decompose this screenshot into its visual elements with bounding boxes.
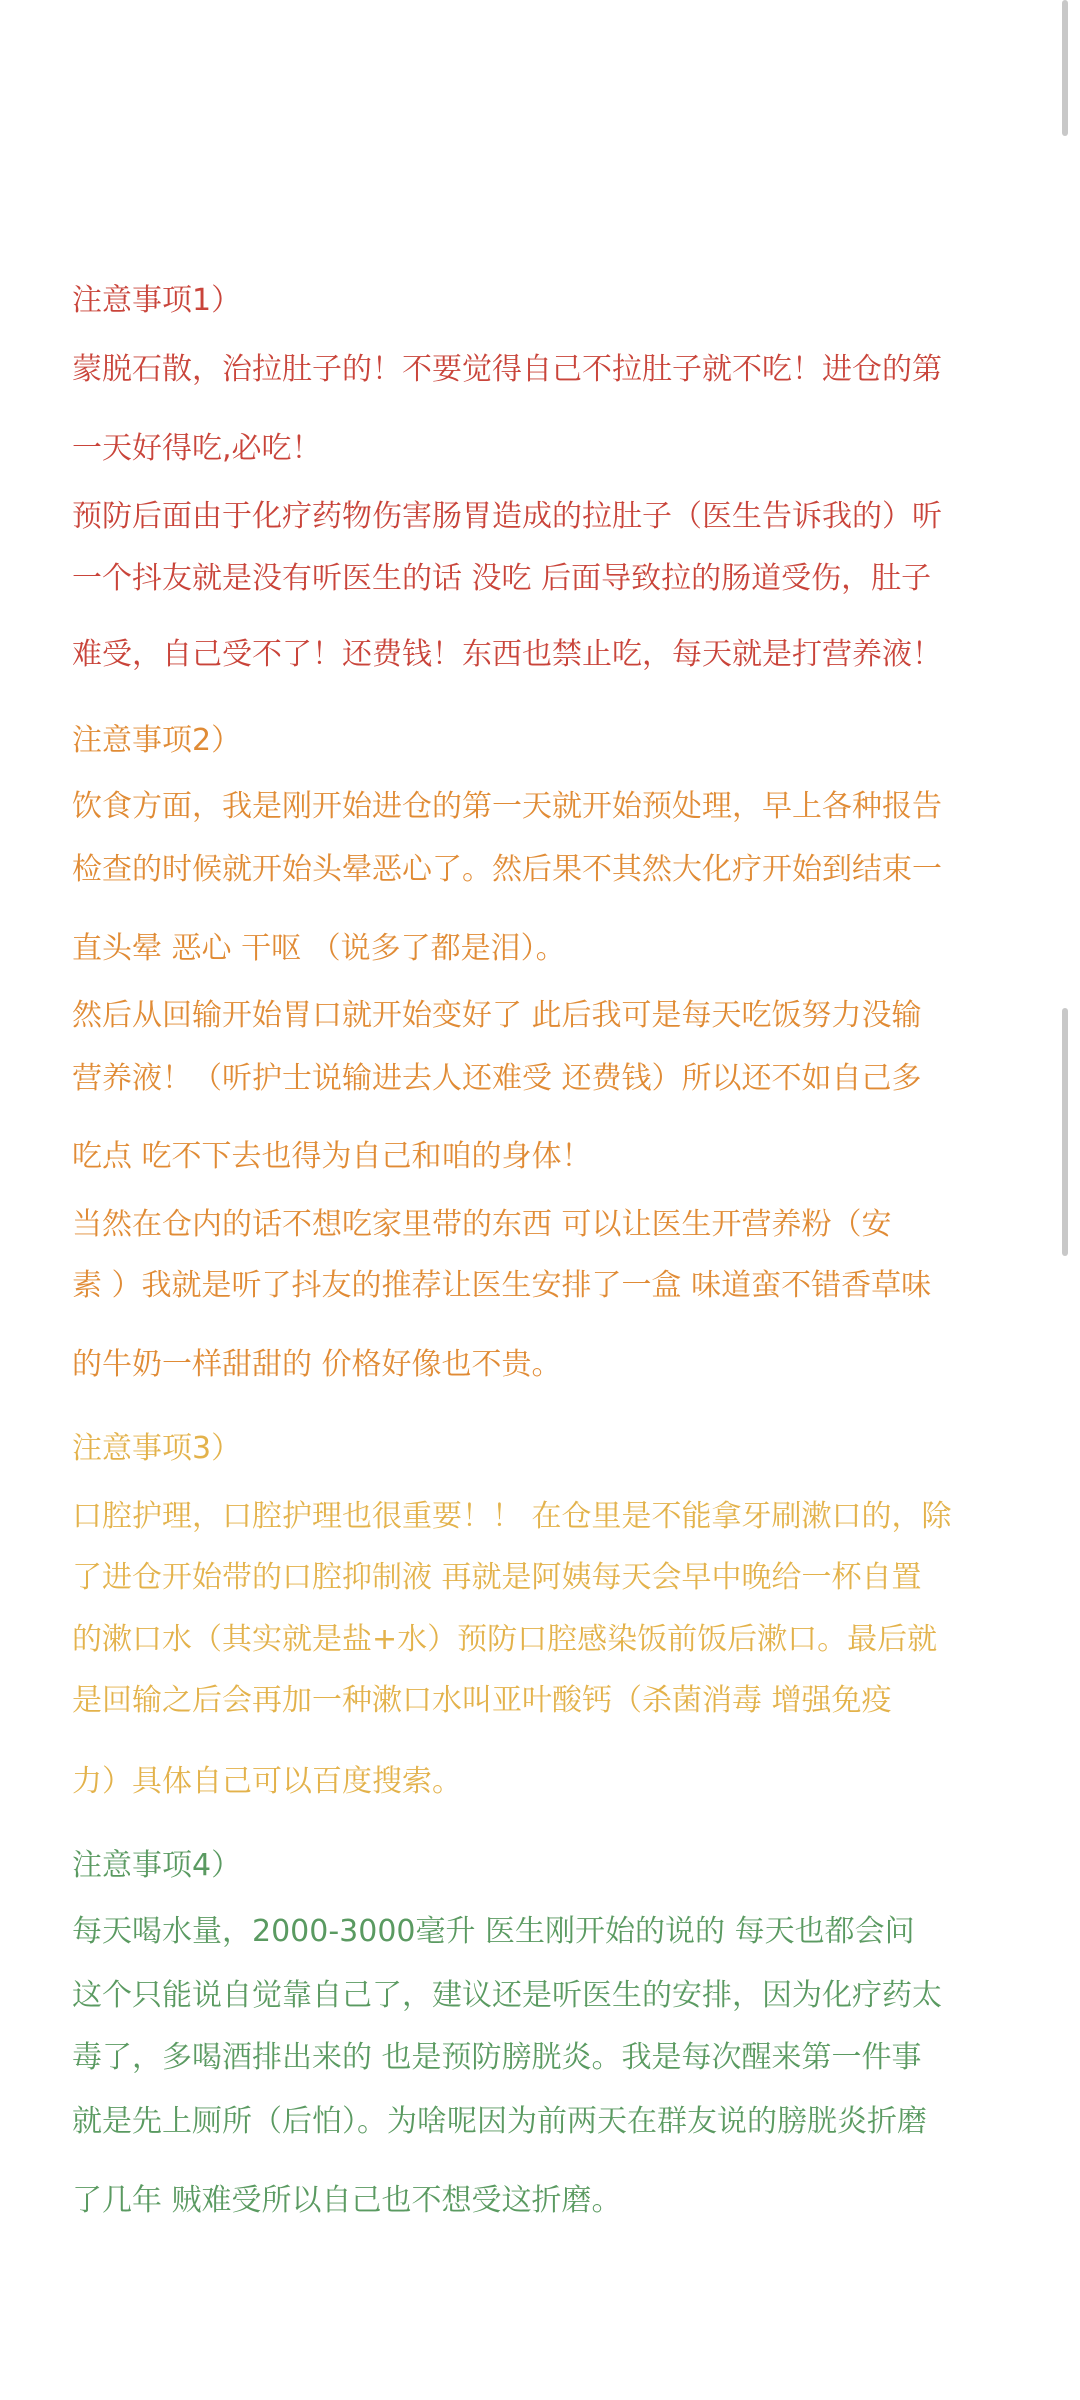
section-3-line-2: 了进仓开始带的口腔抑制液 再就是阿姨每天会早中晚给一杯自置: [72, 1560, 922, 1595]
section-3-line-4: 是回输之后会再加一种漱口水叫亚叶酸钙（杀菌消毒 增强免疫: [72, 1683, 892, 1718]
section-2-line-8: 素 ）我就是听了抖友的推荐让医生安排了一盒 味道蛮不错香草味: [72, 1268, 932, 1303]
section-4-line-5: 了几年 贼难受所以自己也不想受这折磨。: [72, 2183, 622, 2218]
section-3-title: 注意事项3）: [72, 1431, 242, 1466]
scrollbar-thumb-mid[interactable]: [1062, 1008, 1068, 1256]
section-1-line-3: 预防后面由于化疗药物伤害肠胃造成的拉肚子（医生告诉我的）听: [72, 499, 942, 534]
section-2-line-3: 直头晕 恶心 干呕 （说多了都是泪）。: [72, 931, 566, 966]
section-4-line-4: 就是先上厕所（后怕）。为啥呢因为前两天在群友说的膀胱炎折磨: [72, 2104, 927, 2139]
section-1-line-1: 蒙脱石散，治拉肚子的！不要觉得自己不拉肚子就不吃！进仓的第: [72, 352, 942, 387]
section-2-line-9: 的牛奶一样甜甜的 价格好像也不贵。: [72, 1347, 562, 1382]
section-1-line-4: 一个抖友就是没有听医生的话 没吃 后面导致拉的肠道受伤，肚子: [72, 561, 932, 596]
section-4-title: 注意事项4）: [72, 1848, 242, 1883]
section-2-line-4: 然后从回输开始胃口就开始变好了 此后我可是每天吃饭努力没输: [72, 998, 922, 1033]
section-1-line-5: 难受，自己受不了！还费钱！东西也禁止吃，每天就是打营养液！: [72, 637, 942, 672]
section-3-line-5: 力）具体自己可以百度搜索。: [72, 1764, 462, 1799]
section-1-title: 注意事项1）: [72, 283, 242, 318]
section-4-line-3: 毒了，多喝酒排出来的 也是预防膀胱炎。我是每次醒来第一件事: [72, 2040, 922, 2075]
section-2-line-6: 吃点 吃不下去也得为自己和咱的身体！: [72, 1139, 592, 1174]
section-2-line-7: 当然在仓内的话不想吃家里带的东西 可以让医生开营养粉（安: [72, 1207, 892, 1242]
section-2-title: 注意事项2）: [72, 723, 242, 758]
section-2-line-1: 饮食方面，我是刚开始进仓的第一天就开始预处理，早上各种报告: [72, 789, 942, 824]
section-2-line-5: 营养液！（听护士说输进去人还难受 还费钱）所以还不如自己多: [72, 1061, 922, 1096]
section-4-line-2: 这个只能说自觉靠自己了，建议还是听医生的安排，因为化疗药太: [72, 1978, 942, 2013]
section-3-line-1: 口腔护理，口腔护理也很重要！！ 在仓里是不能拿牙刷漱口的，除: [72, 1499, 952, 1534]
section-1-line-2: 一天好得吃,必吃！: [72, 431, 322, 466]
section-4-line-1: 每天喝水量，2000-3000毫升 医生刚开始的说的 每天也都会问: [72, 1914, 915, 1949]
scrollbar-thumb-top[interactable]: [1062, 0, 1068, 136]
section-3-line-3: 的漱口水（其实就是盐+水）预防口腔感染饭前饭后漱口。最后就: [72, 1622, 938, 1657]
section-2-line-2: 检查的时候就开始头晕恶心了。然后果不其然大化疗开始到结束一: [72, 852, 942, 887]
